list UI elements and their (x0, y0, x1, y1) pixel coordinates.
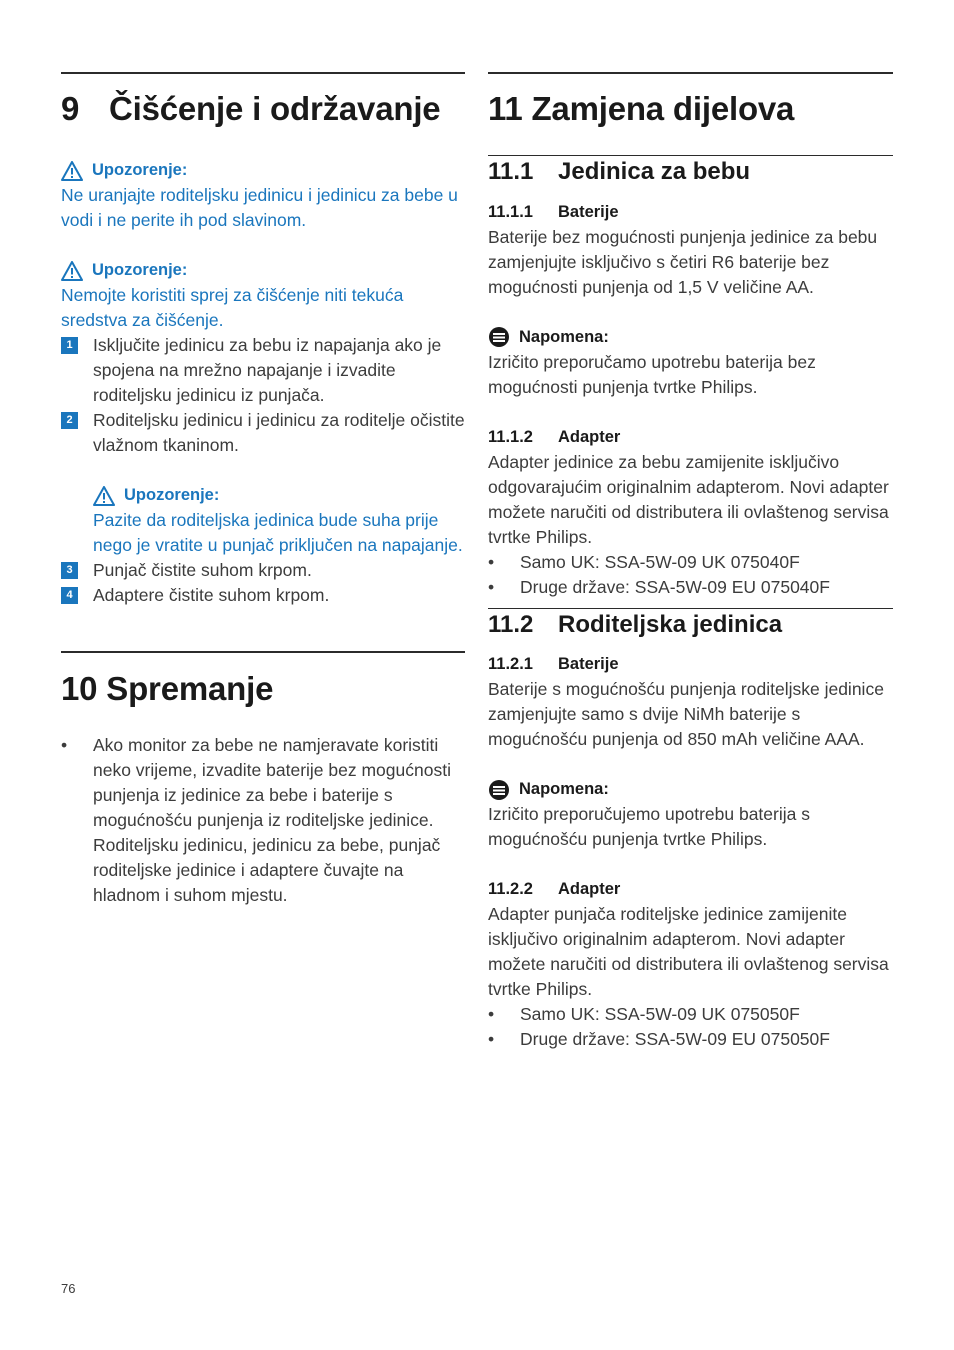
section-10-heading (61, 671, 465, 707)
warning-block (93, 483, 465, 558)
step-item (61, 558, 465, 583)
subsection-title: Jedinica za bebu (558, 158, 751, 186)
step-item (61, 583, 465, 608)
subsubsection-heading (488, 425, 893, 450)
subsection-rule (488, 155, 893, 156)
warning-label: Upozorenje: (92, 261, 188, 280)
note-label: Napomena: (519, 780, 609, 799)
section-title: Zamjena dijelova (531, 90, 795, 127)
warning-block (61, 158, 465, 233)
warning-icon (61, 261, 83, 281)
subsection-rule (488, 608, 893, 609)
bullet-dot: • (488, 576, 495, 597)
subsubsection-heading (488, 200, 893, 225)
subsubsection-title: Adapter (558, 427, 621, 446)
list-item (488, 1027, 893, 1052)
paragraph: Baterije s mogućnošću punjenja roditeljske jedinice zamjenjujte samo s dvije NiMh baterije s mogućnošću punjenja od 850 mAh veličine AAA. (488, 679, 884, 750)
warning-icon (61, 161, 83, 181)
subsubsection-number: 11.1.1 (488, 202, 533, 221)
step-text: Punjač čistite suhom krpom. (93, 560, 312, 581)
subsection-11-2-heading (488, 612, 893, 638)
section-title: Spremanje (106, 670, 274, 708)
section-9-heading (61, 91, 465, 127)
step-item (61, 408, 465, 458)
list-item-text: Druge države: SSA-5W-09 EU 075040F (520, 576, 830, 597)
warning-label: Upozorenje: (92, 161, 188, 180)
warning-text: Nemojte koristiti sprej za čišćenje niti tekuća sredstva za čišćenje. (61, 285, 404, 331)
note-text: Izričito preporučamo upotrebu baterija bez mogućnosti punjenja tvrtke Philips. (488, 351, 816, 397)
list-item (488, 1002, 893, 1027)
subsubsection-title: Adapter (558, 880, 621, 899)
list-item (488, 550, 893, 575)
note-icon (488, 779, 510, 801)
list-item-text: Druge države: SSA-5W-09 EU 075050F (520, 1029, 830, 1050)
paragraph: Adapter punjača roditeljske jedinice zamijenite isključivo originalnim adapterom. Novi adapter možete naručiti od distributera ili ovlaštenog servisa tvrtke Philips. (488, 904, 889, 1000)
page-number: 76 (61, 1281, 76, 1296)
note-text: Izričito preporučujemo upotrebu baterija s mogućnošću punjenja tvrtke Philips. (488, 804, 810, 850)
subsubsection-title: Baterije (558, 655, 619, 674)
section-rule (61, 651, 465, 653)
bullet-dot: • (488, 1029, 495, 1050)
paragraph: Adapter jedinice za bebu zamijenite isključivo odgovarajućim originalnim adapterom. Novi adapter možete naručiti od distributera ili ovlaštenog servisa tvrtke Philips. (488, 451, 889, 547)
left-column (61, 72, 465, 908)
step-text: Roditeljsku jedinicu i jedinicu za roditelje očistite vlažnom tkaninom. (93, 410, 465, 456)
subsubsection-number: 11.2.2 (488, 880, 533, 899)
note-block (488, 777, 893, 852)
note-label: Napomena: (519, 327, 609, 346)
subsubsection-number: 11.1.2 (488, 427, 533, 446)
subsection-number: 11.2 (488, 610, 534, 638)
step-number: 3 (61, 562, 78, 579)
paragraph: Baterije bez mogućnosti punjenja jedinice za bebu zamjenjujte isključivo s četiri R6 baterije bez mogućnosti punjenja od 1,5 V veličine AA. (488, 226, 878, 297)
step-text: Isključite jedinicu za bebu iz napajanja ako je spojena na mrežno napajanje i izvadite roditeljsku jedinicu iz punjača. (93, 335, 442, 406)
subsection-11-1-heading (488, 159, 893, 185)
section-11-heading (488, 91, 893, 127)
subsection-title: Roditeljska jedinica (558, 610, 783, 638)
step-number: 1 (61, 337, 78, 354)
warning-label: Upozorenje: (124, 486, 220, 505)
section-number: 9 (61, 90, 80, 127)
section-rule (488, 72, 893, 74)
subsubsection-number: 11.2.1 (488, 655, 533, 674)
step-item (61, 333, 465, 408)
warning-block (61, 258, 465, 333)
note-icon (488, 326, 510, 348)
step-number: 4 (61, 587, 78, 604)
list-item (61, 733, 465, 908)
list-item-text: Ako monitor za bebe ne namjeravate koristiti neko vrijeme, izvadite baterije bez mogućnosti punjenja iz jedinice za bebe i baterije s mogućnošću punjenja iz roditeljske jedinice. Roditeljsku jedinicu, jedinicu za bebe, punjač roditeljske jedinice i adaptere čuvajte na hladnom i suhom mjestu. (93, 734, 451, 905)
subsubsection-title: Baterije (558, 202, 619, 221)
bullet-dot: • (488, 551, 495, 572)
note-block (488, 325, 893, 400)
warning-text: Pazite da roditeljska jedinica bude suha prije nego je vratite u punjač priključen na napajanje. (93, 510, 463, 556)
list-item-text: Samo UK: SSA-5W-09 UK 075040F (520, 551, 800, 572)
subsection-number: 11.1 (488, 158, 534, 186)
subsubsection-heading (488, 877, 893, 902)
step-number: 2 (61, 412, 78, 429)
warning-icon (93, 486, 115, 506)
section-number: 10 (61, 670, 98, 708)
section-number: 11 (488, 90, 523, 127)
bullet-dot: • (488, 1004, 495, 1025)
list-item (488, 575, 893, 600)
bullet-dot: • (61, 734, 68, 755)
section-title: Čišćenje i održavanje (109, 90, 441, 127)
right-column (488, 72, 893, 1052)
list-item-text: Samo UK: SSA-5W-09 UK 075050F (520, 1004, 800, 1025)
section-rule (61, 72, 465, 74)
step-text: Adaptere čistite suhom krpom. (93, 585, 330, 606)
warning-text: Ne uranjajte roditeljsku jedinicu i jedinicu za bebe u vodi i ne perite ih pod slavinom. (61, 185, 458, 231)
subsubsection-heading (488, 652, 893, 677)
